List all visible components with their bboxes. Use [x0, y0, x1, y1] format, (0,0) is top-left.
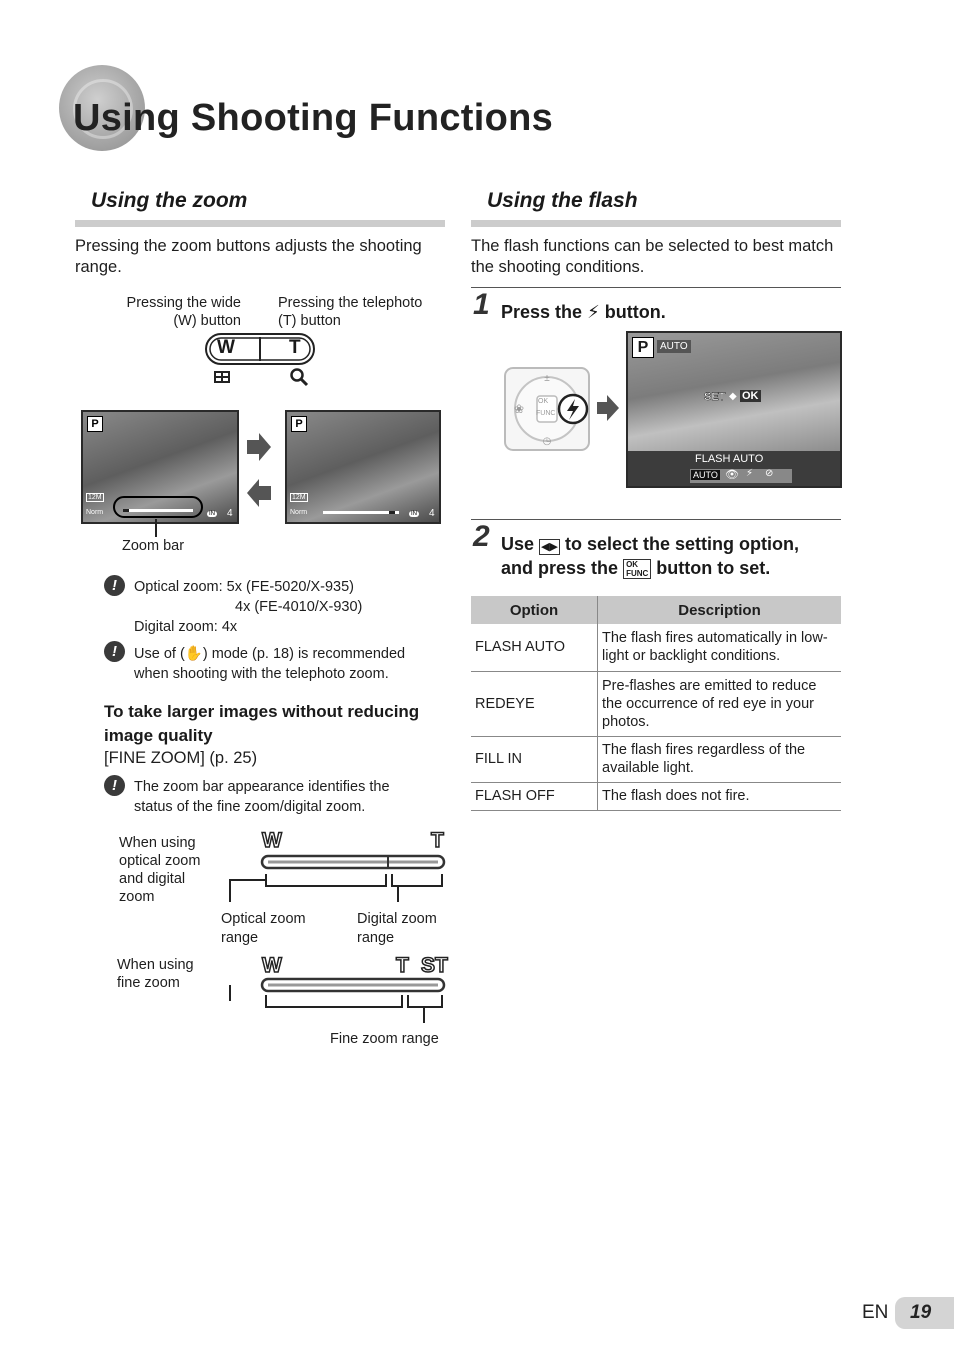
caution-icon: ! — [104, 575, 125, 596]
fine-zoom-reference: [FINE ZOOM] (p. 25) — [104, 749, 258, 767]
w-button-label: W — [217, 337, 235, 358]
table-header-option: Option — [471, 596, 598, 624]
description-cell: The flash fires automatically in low-light or backlight conditions. — [598, 624, 842, 671]
table-row — [471, 671, 841, 736]
table-row — [471, 736, 841, 782]
fine-zoom-range-label: Fine zoom range — [330, 1031, 439, 1047]
diagram-t-label: T — [396, 954, 409, 977]
flash-auto-option: AUTO — [693, 470, 718, 480]
table-row — [471, 782, 841, 810]
control-pad[interactable] — [503, 366, 591, 452]
mode-badge: P — [632, 337, 654, 358]
option-cell: FLASH OFF — [471, 782, 598, 810]
table-row — [471, 624, 841, 671]
grid-icon — [213, 370, 231, 384]
zoom-intro: Pressing the zoom buttons adjusts the shooting range. — [75, 237, 422, 276]
memory-badge: IN — [209, 511, 215, 517]
zoom-bar-leader — [150, 519, 162, 537]
zoom-section-heading — [75, 189, 445, 227]
flash-section-heading — [471, 189, 841, 227]
description-cell: The flash does not fire. — [598, 782, 842, 810]
svg-text:◷: ◷ — [542, 436, 552, 447]
svg-text:❀: ❀ — [513, 402, 525, 416]
shots-remaining: 4 — [429, 508, 435, 519]
flash-icon: ⚡ — [746, 468, 754, 479]
flash-mode-label: FLASH AUTO — [695, 453, 764, 465]
ok-func-icon: OK FUNC — [623, 559, 651, 579]
description-cell: Pre-flashes are emitted to reduce the occurrence of red eye in your photos. — [598, 671, 842, 736]
step2-divider — [471, 519, 841, 520]
svg-text:±: ± — [544, 373, 550, 384]
wide-screen-preview — [81, 410, 239, 524]
tele-screen-preview — [285, 410, 441, 524]
option-cell: FILL IN — [471, 736, 598, 782]
flash-heading-text: Using the flash — [487, 189, 638, 212]
diamond-icon: ◆ — [729, 391, 737, 402]
quality-badge: Norm — [86, 509, 104, 516]
wide-caption: Pressing the wide (W) button — [126, 295, 241, 329]
zoom-bar — [323, 509, 399, 517]
zoom-bar-diagram-1 — [228, 854, 448, 904]
ok-label: OK — [742, 390, 759, 402]
resolution-badge: 12M — [88, 494, 102, 501]
caution-icon: ! — [104, 641, 125, 662]
flash-intro: The flash functions can be selected to best match the shooting conditions. — [471, 237, 834, 276]
mode-badge: P — [87, 416, 103, 432]
zoom-bar — [113, 496, 203, 518]
redeye-icon: 👁 — [725, 469, 739, 481]
t-button-label: T — [289, 337, 301, 358]
page-title: Using Shooting Functions — [73, 97, 554, 139]
zoom-bar-diagram-2 — [228, 977, 448, 1025]
diagram-w-label: W — [262, 829, 282, 852]
flash-off-icon: ⊘ — [765, 468, 774, 479]
flash-auto-badge: AUTO — [657, 340, 691, 353]
step2-number: 2 — [473, 520, 490, 553]
tele-caption: Pressing the telephoto (T) button — [278, 295, 423, 329]
step1-text: Press the ⚡ button. — [501, 302, 666, 322]
page-number: 19 — [910, 1302, 932, 1323]
arrow-left-icon — [245, 478, 273, 508]
mode-badge: P — [291, 416, 307, 432]
pad-func-label: FUNC — [536, 410, 556, 417]
diagram-st-label: ST — [421, 954, 448, 977]
flash-options-table — [471, 596, 841, 811]
arrow-right-icon — [595, 394, 621, 422]
quality-badge: Norm — [290, 509, 308, 516]
set-label: SET — [704, 391, 726, 403]
fine-zoom-leader — [228, 985, 240, 1005]
resolution-badge: 12M — [292, 494, 306, 501]
hand-icon: (✋) — [179, 646, 208, 662]
zoom-spec-note: Optical zoom: 5x (FE-5020/X-935) 4x (FE-4010/X-930) Digital zoom: 4x — [134, 579, 363, 635]
fine-zoom-subheading: To take larger images without reducing image quality — [104, 702, 420, 745]
optical-digital-label: When using optical zoom and digital zoom — [119, 835, 201, 905]
flash-screen-preview — [626, 331, 842, 488]
table-header-description: Description — [598, 596, 842, 624]
option-cell: REDEYE — [471, 671, 598, 736]
memory-badge: IN — [411, 511, 417, 517]
step2-text: Use ◀▶ to select the setting option, and press the OK FUNC button to set. — [501, 534, 799, 579]
hand-mode-note: Use of (✋) mode (p. 18) is recommended when shooting with the telephoto zoom. — [134, 646, 406, 682]
magnifier-icon — [289, 367, 309, 387]
language-label: EN — [862, 1302, 889, 1323]
flash-icon: ⚡ — [587, 302, 600, 322]
step1-number: 1 — [473, 288, 490, 321]
option-cell: FLASH AUTO — [471, 624, 598, 671]
caution-icon: ! — [104, 775, 125, 796]
zoom-bar-label: Zoom bar — [122, 538, 185, 554]
fine-zoom-label: When using fine zoom — [117, 957, 194, 991]
diagram-t-label: T — [431, 829, 444, 852]
digital-range-label: Digital zoom range — [357, 911, 437, 946]
optical-range-label: Optical zoom range — [221, 911, 306, 946]
left-right-arrows-icon: ◀▶ — [541, 541, 558, 553]
zoom-bar-appearance-note: The zoom bar appearance identifies the status of the fine zoom/digital zoom. — [134, 779, 390, 815]
step1-divider — [471, 287, 841, 288]
description-cell: The flash fires regardless of the available light. — [598, 736, 842, 782]
arrow-right-icon — [245, 432, 273, 462]
zoom-heading-text: Using the zoom — [91, 189, 248, 212]
diagram-w-label: W — [262, 954, 282, 977]
pad-ok-label: OK — [538, 398, 549, 405]
shots-remaining: 4 — [227, 508, 233, 519]
